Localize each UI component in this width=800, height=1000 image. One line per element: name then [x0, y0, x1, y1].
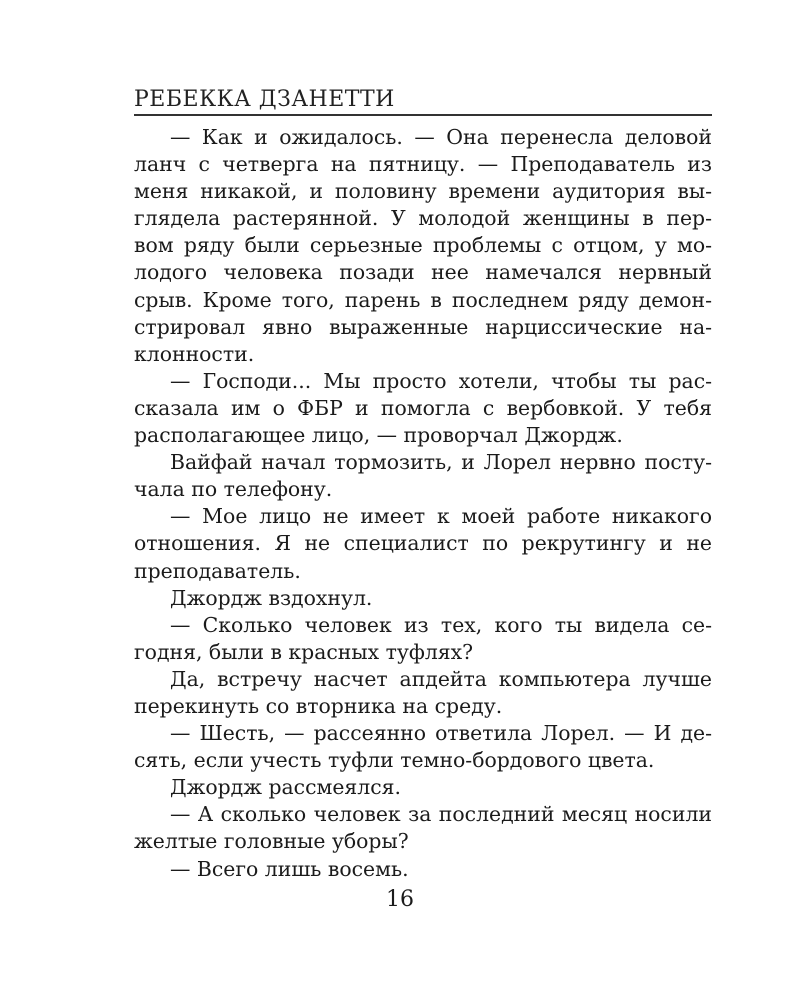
text-line: — Всего лишь восемь. [170, 856, 409, 881]
text-line: стрировал явно выраженные нарциссические на- [134, 314, 712, 339]
text-line: меня никакой, и половину времени аудитория вы- [134, 179, 712, 204]
text-line: сять, если учесть туфли темно-бордового цвета. [134, 748, 655, 773]
text-line: клонности. [134, 341, 255, 366]
text-line: — Господи... Мы просто хотели, чтобы ты рас- [170, 368, 712, 393]
text-line: чала по телефону. [134, 477, 333, 502]
text-line: Да, встречу насчет апдейта компьютера лучше [170, 666, 712, 691]
header-rule [134, 114, 712, 116]
text-line: — Как и ожидалось. — Она перенесла деловой [170, 125, 712, 149]
body-text [134, 124, 712, 883]
text-line: преподаватель. [134, 558, 301, 583]
text-line: — Шесть, — рассеянно ответила Лорел. — И де- [170, 721, 712, 746]
text-line: вом ряду были серьезные проблемы с отцом, у мо- [134, 233, 712, 258]
page-number: 16 [386, 887, 414, 912]
text-line: сказала им о ФБР и помогла с вербовкой. У тебя [134, 395, 712, 420]
text-line: Вайфай начал тормозить, и Лорел нервно посту- [170, 450, 712, 475]
text-line: перекинуть со вторника на среду. [134, 693, 503, 718]
text-line: Джордж вздохнул. [170, 585, 373, 610]
text-line: Джордж рассмеялся. [170, 775, 402, 800]
text-line: срыв. Кроме того, парень в последнем ряду демон- [134, 287, 712, 312]
text-line: желтые головные уборы? [134, 829, 409, 854]
text-line: ланч с четверга на пятницу. — Преподаватель из [134, 152, 712, 177]
text-line: — А сколько человек за последний месяц носили [170, 802, 712, 827]
text-line: глядела растерянной. У молодой женщины в пер- [134, 206, 712, 231]
text-line: — Мое лицо не имеет к моей работе никакого [170, 504, 712, 529]
text-line: лодого человека позади нее намечался нервный [134, 260, 712, 285]
text-line: отношения. Я не специалист по рекрутингу и не [134, 531, 712, 556]
text-line: годня, были в красных туфлях? [134, 639, 474, 664]
text-line: — Сколько человек из тех, кого ты видела се- [170, 612, 712, 637]
text-line: располагающее лицо, — проворчал Джордж. [134, 423, 623, 448]
running-head: РЕБЕККА ДЗАНЕТТИ [134, 87, 395, 112]
